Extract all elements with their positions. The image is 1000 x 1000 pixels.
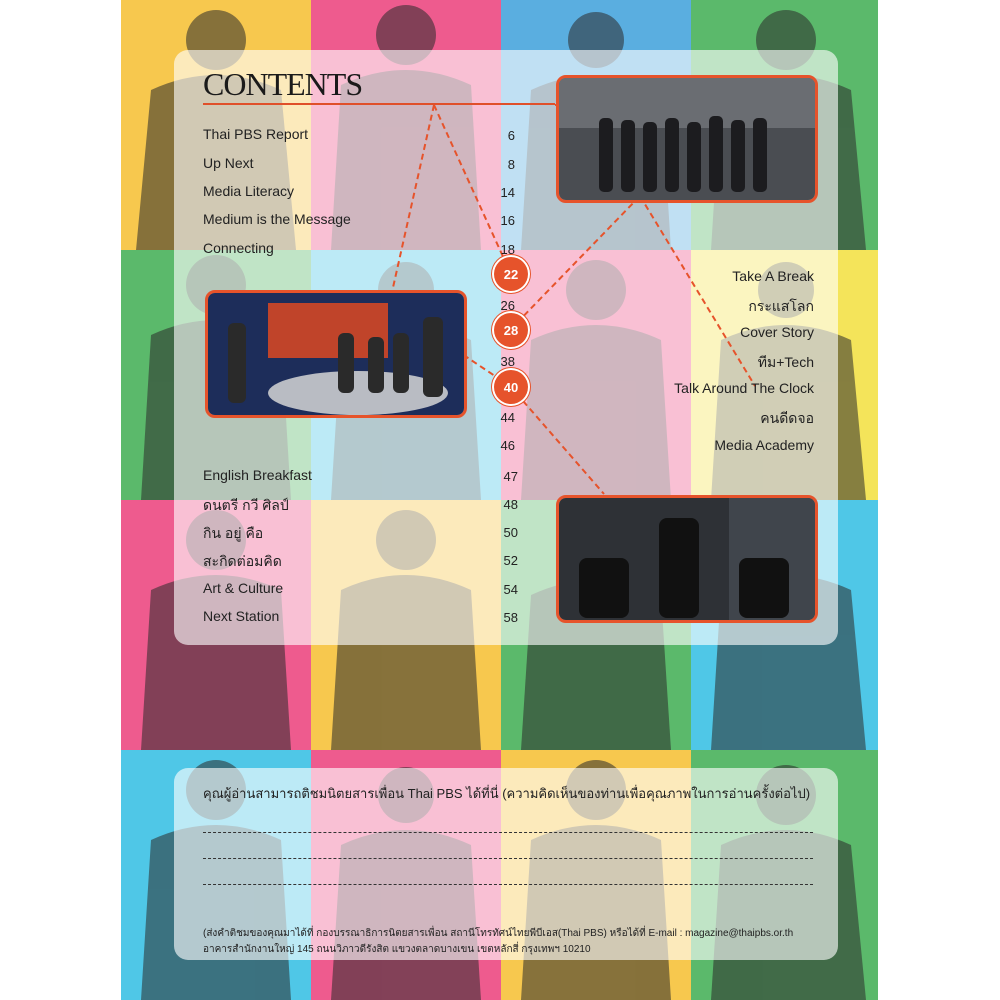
feedback-line[interactable] xyxy=(203,884,813,885)
toc-item[interactable]: ดนตรี กวี ศิลป์ xyxy=(203,497,289,513)
toc-page: 52 xyxy=(503,553,518,568)
feedback-prompt: คุณผู้อ่านสามารถติชมนิตยสารเพื่อน Thai PBS ได้ที่นี่ (ความคิดเห็นของท่านเพื่อคุณภาพในการอ่านครั้งต่อไป) xyxy=(203,786,811,801)
toc-page: 26 xyxy=(500,298,515,313)
toc-page: 50 xyxy=(503,525,518,540)
toc-item[interactable]: Cover Story xyxy=(740,324,814,340)
toc-page: 38 xyxy=(500,354,515,369)
footer-address-line1: (ส่งคำติชมของคุณมาได้ที่ กองบรรณาธิการนิตยสารเพื่อน สถานีโทรทัศน์ไทยพีบีเอส(Thai PBS) หรือได้ที่ E-mail : magazine@thaipbs.or.th xyxy=(203,928,794,939)
toc-page: 8 xyxy=(507,157,515,172)
toc-item[interactable]: Thai PBS Report xyxy=(203,126,309,142)
toc-item[interactable]: สะกิดต่อมคิด xyxy=(203,553,282,569)
footer-address-line2: อาคารสำนักงานใหญ่ 145 ถนนวิภาวดีรังสิต แขวงตลาดบางเขน เขตหลักสี่ กรุงเทพฯ 10210 xyxy=(203,944,591,955)
page-badge[interactable]: 40 xyxy=(494,370,528,404)
toc-item[interactable]: Art & Culture xyxy=(203,580,284,596)
toc-page: 47 xyxy=(503,469,518,484)
toc-item[interactable]: คนดีดจอ xyxy=(760,410,814,426)
toc-item[interactable]: Medium is the Message xyxy=(203,211,351,227)
toc-page: 14 xyxy=(500,185,515,200)
toc-page: 58 xyxy=(503,610,518,625)
studio-photo-image xyxy=(208,293,464,415)
feedback-line[interactable] xyxy=(203,832,813,833)
studio-photo xyxy=(205,290,467,418)
toc-page: 46 xyxy=(500,438,515,453)
toc-page: 44 xyxy=(500,410,515,425)
toc-item[interactable]: Talk Around The Clock xyxy=(674,380,814,396)
feedback-line[interactable] xyxy=(203,858,813,859)
group-photo-top-image xyxy=(559,78,815,200)
toc-item[interactable]: กระแสโลก xyxy=(748,298,814,314)
toc-page: 48 xyxy=(503,497,518,512)
page-badge[interactable]: 22 xyxy=(494,257,528,291)
toc-item[interactable]: Media Literacy xyxy=(203,183,295,199)
toc-item[interactable]: ทีม+Tech xyxy=(757,354,814,370)
toc-item[interactable]: Media Academy xyxy=(714,437,814,453)
toc-page: 54 xyxy=(503,582,518,597)
trio-photo xyxy=(556,495,818,623)
trio-photo-image xyxy=(559,498,815,620)
group-photo-top xyxy=(556,75,818,203)
toc-item[interactable]: Next Station xyxy=(203,608,280,624)
toc-page: 6 xyxy=(507,128,515,143)
toc-item[interactable]: Take A Break xyxy=(732,268,814,284)
page-badge[interactable]: 28 xyxy=(494,313,528,347)
toc-page: 16 xyxy=(500,213,515,228)
toc-page: 18 xyxy=(500,242,515,257)
toc-item[interactable]: กิน อยู่ คือ xyxy=(203,525,264,541)
toc-item[interactable]: Connecting xyxy=(203,240,274,256)
toc-item[interactable]: Up Next xyxy=(203,155,254,171)
contents-title: CONTENTS xyxy=(203,66,363,102)
toc-item[interactable]: English Breakfast xyxy=(203,467,312,483)
